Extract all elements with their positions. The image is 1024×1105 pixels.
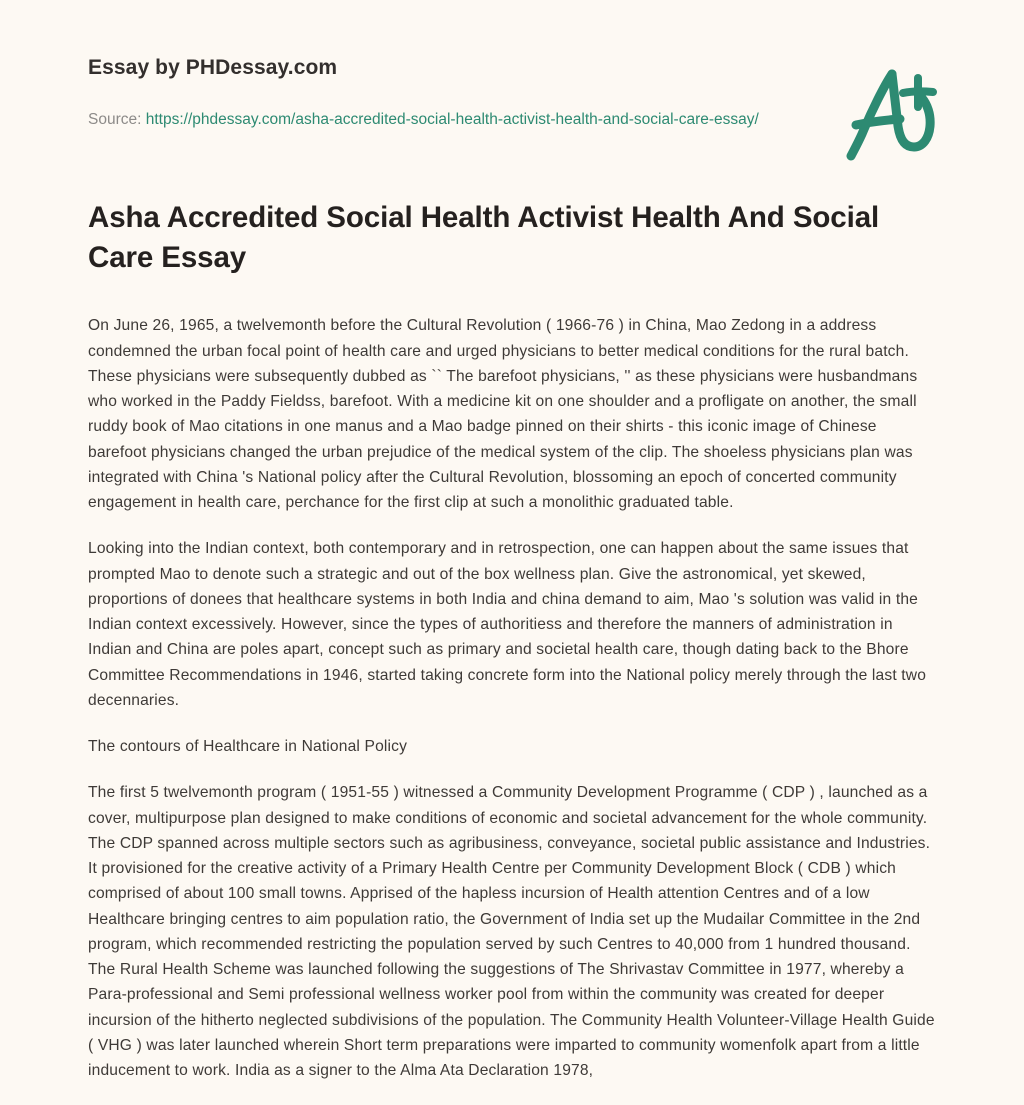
page-header bbox=[0, 0, 1024, 132]
paragraph: The first 5 twelvemonth program ( 1951-55 ) witnessed a Community Development Programme ( CDP ) , launched as a cover, multipurpose plan designed to make conditions of economic and societal advancement for the whole community. The CDP spanned across multiple sectors such as agribusiness, conveyance, societal public assistance and Industries. It provisioned for the creative activity of a Primary Health Centre per Community Development Block ( CDB ) which comprised of about 100 small towns. Apprised of the hapless incursion of Health attention Centres and of a low Healthcare bringing centres to aim population ratio, the Government of India set up the Mudailar Committee in the 2nd program, which recommended restricting the population served by such Centres to 40,000 from 1 hundred thousand. The Rural Health Scheme was launched following the suggestions of The Shrivastav Committee in 1977, whereby a Para-professional and Semi professional wellness worker pool from within the community was created for deeper incursion of the hitherto neglected subdivisions of the population. The Community Health Volunteer-Village Health Guide ( VHG ) was later launched wherein Short term preparations were imparted to community womenfolk apart from a little inducement to work. India as a signer to the Alma Ata Declaration 1978, bbox=[88, 784, 935, 1080]
page-title: Asha Accredited Social Health Activist Health And Social Care Essay bbox=[88, 201, 880, 274]
article bbox=[0, 132, 1024, 1083]
a-plus-logo-svg bbox=[830, 52, 950, 172]
source-label: Source: bbox=[88, 111, 142, 129]
brand-title: Essay by PHDessay.com bbox=[88, 56, 338, 79]
source-url-link[interactable]: https://phdessay.com/asha-accredited-social-health-activist-health-and-social-care-essay/ bbox=[145, 111, 759, 129]
section-heading-text: The contours of Healthcare in National Policy bbox=[88, 738, 408, 756]
article-body bbox=[88, 313, 936, 1083]
source-line bbox=[88, 107, 828, 132]
paragraph: On June 26, 1965, a twelvemonth before the Cultural Revolution ( 1966-76 ) in China, Mao Zedong in a address condemned the urban focal point of health care and urged physicians to better medical conditions for the rural batch. These physicians were subsequently dubbed as `` The barefoot physicians, '' as these physicians were husbandmans who worked in the Paddy Fieldss, barefoot. With a medicine kit on one shoulder and a profligate on another, the small ruddy book of Mao citations in one manus and a Mao badge pinned on their shirts - this iconic image of Chinese barefoot physicians changed the urban prejudice of the medical system of the clip. The shoeless physicians plan was integrated with China 's National policy after the Cultural Revolution, blossoming an epoch of concerted community engagement in health care, perchance for the first clip at such a monolithic graduated table. bbox=[88, 317, 918, 512]
paragraph: Looking into the Indian context, both contemporary and in retrospection, one can happen about the same issues that prompted Mao to denote such a strategic and out of the box wellness plan. Give the astronomical, yet skewed, proportions of donees that healthcare systems in both India and china demand to aim, Mao 's solution was valid in the Indian context excessively. However, since the types of authoritiess and therefore the manners of administration in Indian and China are poles apart, concept such as primary and societal health care, though dating back to the Bhore Committee Recommendations in 1946, started taking concrete form into the National policy merely through the last two decennaries. bbox=[88, 540, 927, 709]
a-plus-logo-icon bbox=[830, 52, 950, 172]
